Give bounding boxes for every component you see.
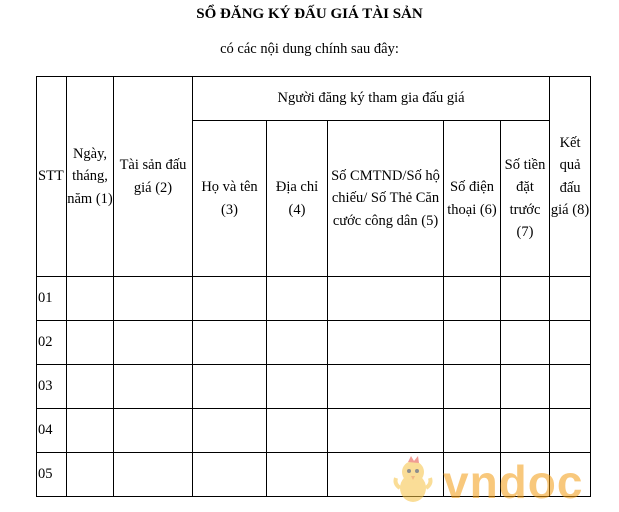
column-header-result: Kết quả đấu giá (8) [550,77,591,277]
column-header-date: Ngày, tháng, năm (1) [67,77,114,277]
column-header-asset: Tài sản đấu giá (2) [114,77,193,277]
document-title: SỔ ĐĂNG KÝ ĐẤU GIÁ TÀI SẢN [196,6,423,22]
column-header-address: Địa chỉ (4) [267,121,328,277]
row-number: 05 [37,453,67,497]
document-subtitle: có các nội dung chính sau đây: [220,41,399,57]
auction-registration-table [36,76,591,497]
column-header-phone: Số điện thoại (6) [444,121,501,277]
table-row [37,409,591,453]
column-header-name: Họ và tên (3) [193,121,267,277]
watermark-text: vndoc [443,456,584,508]
table-row [37,365,591,409]
row-number: 01 [37,277,67,321]
column-header-stt: STT [37,77,67,277]
row-number: 04 [37,409,67,453]
row-number: 02 [37,321,67,365]
vndoc-watermark-logo [391,454,613,508]
column-group-header-participants: Người đăng ký tham gia đấu giá [193,77,550,121]
table-row [37,321,591,365]
column-header-deposit: Số tiền đặt trước (7) [501,121,550,277]
chick-mascot-icon [396,456,431,502]
table-row [37,277,591,321]
column-header-id: Số CMTND/Số hộ chiếu/ Số Thẻ Căn cước công dân (5) [328,121,444,277]
row-number: 03 [37,365,67,409]
